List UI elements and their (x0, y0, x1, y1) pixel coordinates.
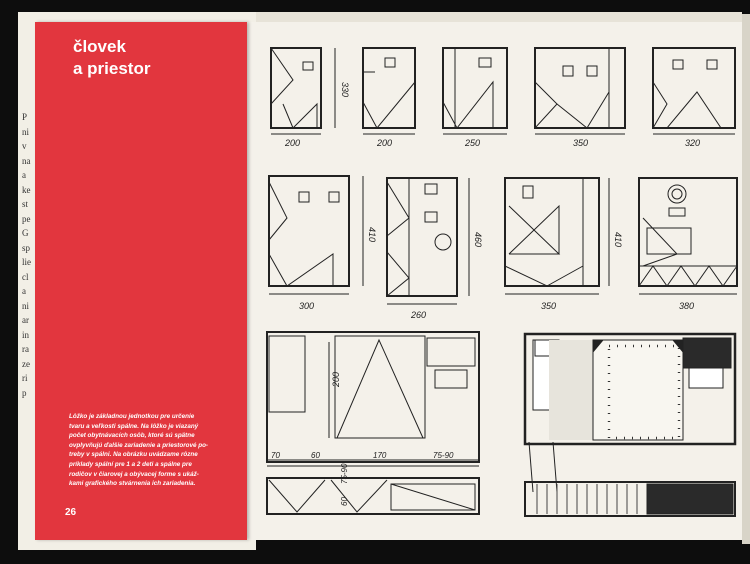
dim-label: 60 (340, 497, 349, 506)
plan-2-4 (639, 178, 737, 311)
underlying-text-fragment: ni (22, 300, 30, 311)
dim-label: 75-90 (340, 463, 349, 484)
plan-1-5 (653, 48, 735, 148)
underlying-text-fragment: ze (22, 358, 30, 369)
plan-1-2 (363, 48, 415, 148)
width-label: 350 (541, 301, 557, 311)
title-line-2: a priestor (73, 59, 151, 78)
plan-2-2 (387, 178, 483, 320)
bed-length-label: 200 (331, 371, 341, 387)
caption-line: ovplyvňujú ďalšie zariadenie a priestorové po- (69, 441, 209, 449)
width-label: 260 (411, 310, 427, 320)
underlying-text-fragment: G (22, 228, 29, 238)
width-label: 300 (299, 301, 315, 311)
dim-label: 60 (311, 451, 320, 460)
underlying-text-fragment: ke (22, 184, 31, 195)
caption-line: príklady spální pre 1 a 2 deti a spálne pre (69, 460, 192, 468)
width-label: 250 (465, 138, 481, 148)
underlying-text-fragment: pe (22, 213, 31, 224)
drawing-page (247, 22, 742, 540)
underlying-text-fragment: in (22, 329, 30, 340)
caption-line: tvaru a veľkosti spálne. Na lôžko je viazaný (69, 422, 199, 430)
underlying-text-fragment: a (22, 170, 26, 180)
plan-2-1 (269, 176, 377, 311)
underlying-text-fragment: st (22, 199, 29, 209)
floor-plan-drawings (247, 22, 742, 540)
detail-plan (267, 332, 479, 514)
width-label: 320 (685, 138, 701, 148)
plan-1-1 (271, 48, 350, 148)
underlying-text-fragment: p (22, 387, 27, 398)
height-label: 410 (613, 232, 623, 248)
furnished-plan (525, 334, 735, 516)
width-label: 200 (377, 138, 393, 148)
height-label-330: 330 (340, 82, 350, 98)
title-line-1: človek (73, 37, 126, 56)
underlying-text-fragment: ra (22, 344, 29, 354)
caption-text (69, 412, 229, 489)
width-label: 380 (679, 301, 695, 311)
underlying-text-fragment: lie (22, 257, 31, 267)
plan-1-4 (535, 48, 625, 148)
caption-line: Lôžko je základnou jednotkou pre určenie (69, 413, 195, 420)
caption-line: rodičov v čiarovej a obývacej forme s ukáž- (69, 470, 199, 478)
book-right-edge (742, 14, 750, 544)
dim-label: 75-90 (433, 451, 454, 460)
underlying-text-fragment: ni (22, 126, 30, 137)
caption-line: kami grafického stvárnenia ich zariadenia. (69, 480, 196, 488)
plan-2-3 (505, 178, 623, 311)
underlying-text-fragment: ri (22, 373, 28, 383)
underlying-text-fragment: v (22, 141, 27, 151)
plan-1-3 (443, 48, 507, 148)
caption-line: počet obytnávacích osôb, ktoré sú spätne (69, 432, 195, 440)
width-label: 200 (285, 138, 301, 148)
height-label: 460 (473, 232, 483, 248)
underlying-text-fragment: sp (22, 242, 31, 253)
width-label: 350 (573, 138, 589, 148)
dim-label: 170 (373, 451, 387, 460)
caption-line: treby v spálni. Na obrázku uvádzame rôzne (69, 451, 198, 459)
dim-label: 70 (271, 451, 280, 460)
height-label: 410 (367, 227, 377, 243)
page-number: 26 (65, 507, 77, 518)
red-title-page (35, 22, 247, 540)
underlying-text-fragment: a (22, 286, 26, 296)
underlying-text-fragment: P (22, 112, 28, 122)
underlying-text-fragment: cl (22, 271, 29, 282)
underlying-text-fragment: ar (22, 315, 29, 325)
underlying-text-fragment: na (22, 155, 31, 166)
page-title (73, 36, 150, 80)
